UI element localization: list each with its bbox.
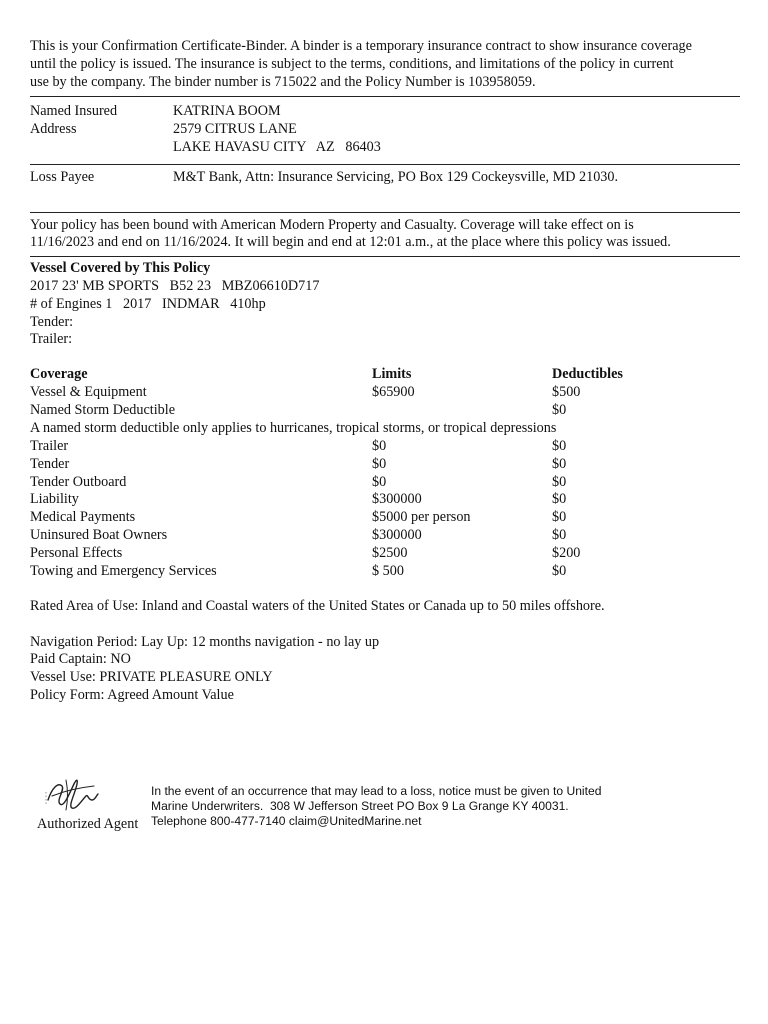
navigation-period: Navigation Period: Lay Up: 12 months navigation - no lay up <box>30 633 380 650</box>
area-of-use: Rated Area of Use: Inland and Coastal waters of the United States or Canada up to 50 miles offshore. <box>30 597 605 614</box>
coverage-name: Trailer <box>30 437 69 454</box>
coverage-name: Personal Effects <box>30 545 123 562</box>
loss-payee-label: Loss Payee <box>30 168 95 185</box>
coverage-row <box>30 402 740 420</box>
binder-document <box>30 38 740 705</box>
coverage-row <box>30 527 740 545</box>
policy-form: Policy Form: Agreed Amount Value <box>30 687 234 704</box>
address-line-1: 2579 CITRUS LANE <box>173 121 297 138</box>
coverage-name: Uninsured Boat Owners <box>30 527 168 544</box>
coverage-limit: $300000 <box>372 491 422 508</box>
divider <box>30 96 740 97</box>
loss-payee-section <box>30 169 740 187</box>
divider <box>30 212 740 213</box>
coverage-deductible: $0 <box>552 437 567 454</box>
coverage-limit: $2500 <box>372 545 408 562</box>
signature-block <box>30 770 730 840</box>
loss-notice <box>151 784 671 830</box>
coverage-deductible: $0 <box>552 509 567 526</box>
coverage-name: Medical Payments <box>30 509 136 526</box>
vessel-section <box>30 260 740 349</box>
named-insured-label: Named Insured <box>30 103 118 120</box>
coverage-row <box>30 509 740 527</box>
coverage-row <box>30 456 740 474</box>
coverage-header-row <box>30 366 740 384</box>
coverage-limit: $5000 per person <box>372 509 471 526</box>
coverage-row <box>30 545 740 563</box>
tender-line: Tender: <box>30 313 74 330</box>
signature-mark <box>38 770 108 816</box>
notice-line: Telephone 800-477-7140 claim@UnitedMarine.net <box>151 814 422 829</box>
divider <box>30 164 740 165</box>
coverage-name: Named Storm Deductible <box>30 401 175 418</box>
coverage-header: Coverage <box>30 366 88 383</box>
insured-section <box>30 103 740 156</box>
policy-terms <box>30 634 740 705</box>
vessel-description: 2017 23' MB SPORTS B52 23 MBZ06610D717 <box>30 277 320 294</box>
loss-payee-value: M&T Bank, Attn: Insurance Servicing, PO Box 129 Cockeysville, MD 21030. <box>173 168 619 185</box>
coverage-table <box>30 366 740 581</box>
notice-line: In the event of an occurrence that may lead to a loss, notice must be given to United <box>151 784 602 798</box>
coverage-row <box>30 384 740 402</box>
coverage-deductible: $0 <box>552 401 567 418</box>
intro-line: This is your Confirmation Certificate-Binder. A binder is a temporary insurance contract to show insurance coverage <box>30 38 692 54</box>
address-line-2: LAKE HAVASU CITY AZ 86403 <box>173 138 381 155</box>
intro-line: until the policy is issued. The insurance is subject to the terms, conditions, and limitations of the policy in current <box>30 55 674 72</box>
coverage-limit: $ 500 <box>372 562 404 579</box>
paid-captain: Paid Captain: NO <box>30 651 131 668</box>
named-insured-value: KATRINA BOOM <box>173 103 281 120</box>
coverage-limit: $0 <box>372 455 387 472</box>
coverage-deductible: $0 <box>552 562 567 579</box>
bound-statement <box>30 217 740 253</box>
limits-header: Limits <box>372 366 412 383</box>
notice-line: Marine Underwriters. 308 W Jefferson Street PO Box 9 La Grange KY 40031. <box>151 799 569 814</box>
coverage-row <box>30 438 740 456</box>
trailer-line: Trailer: <box>30 331 73 348</box>
coverage-deductible: $0 <box>552 491 567 508</box>
coverage-limit: $300000 <box>372 527 422 544</box>
coverage-row <box>30 563 740 581</box>
coverage-row <box>30 491 740 509</box>
coverage-name: Vessel & Equipment <box>30 384 147 401</box>
coverage-name: Tender <box>30 455 70 472</box>
authorized-agent-label: Authorized Agent <box>37 816 139 832</box>
coverage-row <box>30 474 740 492</box>
vessel-use: Vessel Use: PRIVATE PLEASURE ONLY <box>30 669 273 686</box>
vessel-heading: Vessel Covered by This Policy <box>30 260 211 277</box>
coverage-deductible: $200 <box>552 545 581 562</box>
deductibles-header: Deductibles <box>552 366 623 383</box>
coverage-limit: $0 <box>372 437 387 454</box>
coverage-limit: $0 <box>372 473 387 490</box>
coverage-name: Tender Outboard <box>30 473 127 490</box>
coverage-name: Liability <box>30 491 79 508</box>
address-label: Address <box>30 121 77 138</box>
intro-paragraph <box>30 38 740 91</box>
coverage-limit <box>372 402 552 420</box>
coverage-deductible: $500 <box>552 384 581 401</box>
coverage-deductible: $0 <box>552 473 567 490</box>
engine-description: # of Engines 1 2017 INDMAR 410hp <box>30 295 266 312</box>
bound-line: Your policy has been bound with American Modern Property and Casualty. Coverage will take effect on is <box>30 216 634 233</box>
intro-line: use by the company. The binder number is 715022 and the Policy Number is 103958059. <box>30 73 536 90</box>
bound-line: 11/16/2023 and end on 11/16/2024. It will begin and end at 12:01 a.m., at the place where this policy was issued. <box>30 234 671 251</box>
coverage-limit: $65900 <box>372 384 415 401</box>
divider <box>30 256 740 257</box>
coverage-name: Towing and Emergency Services <box>30 562 217 579</box>
coverage-deductible: $0 <box>552 527 567 544</box>
named-storm-note: A named storm deductible only applies to hurricanes, tropical storms, or tropical depressions <box>30 419 557 436</box>
coverage-deductible: $0 <box>552 455 567 472</box>
